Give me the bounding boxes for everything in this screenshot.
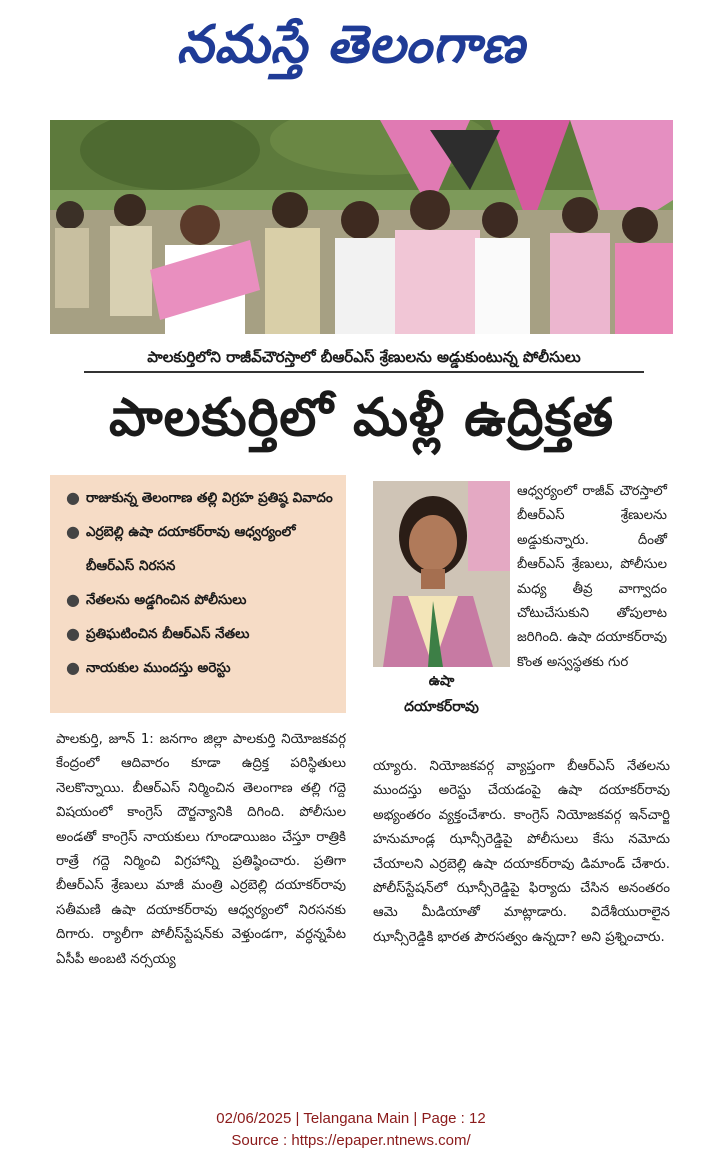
article-column-left [56,728,346,972]
article-text: పాలకుర్తి, జూన్‌ 1: జనగాం జిల్లా పాలకుర్తి నియోజకవర్గ కేంద్రంలో ఆదివారం కూడా ఉద్రిక్త పరిస్థితులు నెలకొన్నాయి. బీఆర్‌ఎస్‌ నిర్మించిన తెలంగాణ తల్లి గద్దె విషయంలో కాంగ్రెస్‌ దౌర్జన్యానికి దిగింది. పోలీసుల అండతో కాంగ్రెస్‌ నాయకులు గూండాయిజం చేస్తూ రాత్రికి రాత్రే గద్దె నిర్మించి విగ్రహాన్ని ప్రతిష్ఠించారు. ప్రతిగా బీఆర్‌ఎస్‌ శ్రేణులు మాజీ మంత్రి ఎర్రబెల్లి దయాకర్‌రావు సతీమణి ఉషా దయాకర్‌రావు ఆధ్వర్యంలో నిరసనకు దిగారు. ర్యాలీగా పోలీస్‌స్టేషన్‌కు వెళ్తుండగా, వర్ధన్నపేట ఏసీపీ అంబటి నర్సయ్య [56,732,346,967]
article-column-right [373,755,670,950]
news-photo [50,120,673,334]
article-column-right-top [517,480,667,675]
highlight-item: ● రాజుకున్న తెలంగాణ తల్లి విగ్రహ ప్రతిష్ఠ వివాదం [60,481,336,515]
bullet-icon: ● [66,658,80,677]
highlight-item: ● నేతలను అడ్డగించిన పోలీసులు [60,583,336,617]
headline: పాలకుర్తిలో మళ్లీ ఉద్రిక్తత [108,388,615,448]
highlight-item: ● నాయకుల ముందస్తు అరెస్టు [60,651,336,685]
portrait-name-line1: ఉషా [428,673,455,689]
footer-source: Source : https://epaper.ntnews.com/ [231,1132,471,1149]
bullet-icon: ● [66,590,80,609]
highlight-item: ● ప్రతిఘటించిన బీఆర్‌ఎస్‌ నేతలు [60,617,336,651]
masthead-title: నమస్తే తెలంగాణ [176,14,526,75]
bullet-icon: ● [66,522,80,541]
bullet-icon: ● [66,488,80,507]
photo-caption: పాలకుర్తిలోని రాజీవ్‌చౌరస్తాలో బీఆర్‌ఎస్‌ శ్రేణులను అడ్డుకుంటున్న పోలీసులు [84,343,644,373]
portrait-photo [373,481,510,667]
portrait-name-line2: దయాకర్‌రావు [404,699,479,715]
bullet-icon: ● [66,624,80,643]
portrait-caption [373,668,510,720]
article-text: ఆధ్వర్యంలో రాజీవ్‌ చౌరస్తాలో బీఆర్‌ఎస్‌ శ్రేణులను అడ్డుకున్నారు. దీంతో బీఆర్‌ఎస్‌ శ్రేణులు, పోలీసుల మధ్య తీవ్ర వాగ్వాదం చోటుచేసుకుని తోపులాట జరిగింది. ఉషా దయాకర్‌రావు కొంత అస్వస్థతకు గుర [517,484,667,670]
footer-date-page: 02/06/2025 | Telangana Main | Page : 12 [216,1110,486,1127]
highlight-item: ● ఎర్రబెల్లి ఉషా దయాకర్‌రావు ఆధ్వర్యంలో బీఆర్‌ఎస్‌ నిరసన [60,515,336,583]
article-text: య్యారు. నియోజకవర్గ వ్యాప్తంగా బీఆర్‌ఎస్‌ నేతలను ముందస్తు అరెస్టు చేయడంపై ఉషా దయాకర్‌రావు అభ్యంతరం వ్యక్తంచేశారు. కాంగ్రెస్‌ నియోజకవర్గ ఇన్‌చార్జి హనుమాండ్ల ఝాన్సీరెడ్డిపై పోలీసులు కేసు నమోదు చేయాలని ఎర్రబెల్లి ఉషా దయాకర్‌రావు డిమాండ్‌ చేశారు. పోలీస్‌స్టేషన్‌లో ఝాన్సీరెడ్డిపై ఫిర్యాదు చేసిన అనంతరం ఆమె మీడియాతో మాట్లాడారు. విదేశీయురాలైన ఝాన్సీరెడ్డికి భారత పౌరసత్వం ఉన్నదా? అని ప్రశ్నించారు. [373,759,670,945]
footer [0,1108,702,1152]
highlights-box [50,475,346,713]
